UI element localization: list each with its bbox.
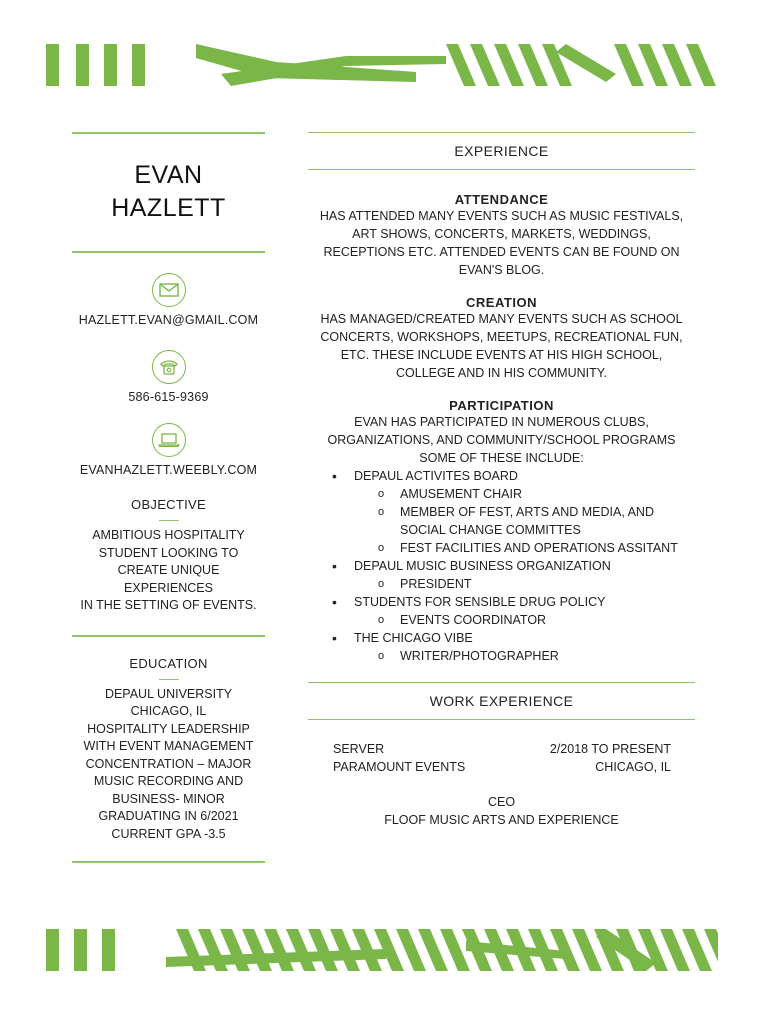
- sub-list-item: [354, 611, 695, 629]
- sub-list-item: [354, 503, 695, 539]
- attendance-text: [308, 207, 695, 279]
- text-line: DEPAUL UNIVERSITY: [104, 686, 233, 701]
- text-line: SOCIAL CHANGE COMMITTES: [400, 523, 581, 537]
- text-line: HAS MANAGED/CREATED MANY EVENTS SUCH AS SCHOOL: [320, 312, 683, 326]
- attendance-section: [308, 192, 695, 279]
- participation-heading: PARTICIPATION: [449, 398, 554, 413]
- job-right: [550, 740, 671, 776]
- stripe-graphic: [46, 44, 718, 86]
- phone-icon: [152, 350, 186, 384]
- text-line: CURRENT GPA -3.5: [111, 826, 226, 841]
- stripe-shape: [662, 44, 692, 86]
- sub-list: [354, 647, 695, 665]
- list-item-label: DEPAUL ACTIVITES BOARD: [354, 469, 518, 483]
- list-item-label: STUDENTS FOR SENSIBLE DRUG POLICY: [354, 595, 606, 609]
- text-line: MUSIC RECORDING AND: [93, 774, 244, 788]
- objective-title: OBJECTIVE: [131, 497, 206, 512]
- list-item-label: THE CHICAGO VIBE: [354, 631, 473, 645]
- phone-text: 586-615-9369: [128, 390, 209, 404]
- job-company: FLOOF MUSIC ARTS AND EXPERIENCE: [384, 813, 619, 827]
- laptop-icon: [152, 423, 186, 457]
- name-last: HAZLETT: [111, 194, 226, 222]
- stripe-shape: [46, 44, 59, 86]
- text-line: EVAN'S BLOG.: [458, 263, 545, 277]
- job-left: [333, 740, 465, 776]
- objective-section: [72, 497, 265, 615]
- sub-list: [354, 485, 695, 557]
- stripe-graphic: [46, 929, 718, 971]
- stripe-shape: [686, 44, 716, 86]
- participation-text: [308, 413, 695, 467]
- text-line: BUSINESS- MINOR: [112, 791, 225, 806]
- divider: [72, 635, 265, 637]
- text-line: CREATE UNIQUE EXPERIENCES: [117, 563, 220, 595]
- text-line: STUDENT LOOKING TO: [98, 545, 239, 560]
- stripe-shape: [614, 44, 644, 86]
- main-content: [308, 132, 695, 829]
- contact-email: [72, 273, 265, 327]
- list-item: [308, 629, 695, 665]
- sub-list-item: [354, 485, 695, 503]
- experience-title: EXPERIENCE: [454, 143, 549, 159]
- participation-section: [308, 398, 695, 665]
- text-line: CONCENTRATION – MAJOR: [85, 756, 252, 771]
- candidate-name: [72, 159, 265, 225]
- education-title: EDUCATION: [129, 655, 208, 671]
- stripe-shape: [518, 44, 548, 86]
- list-item-label: DEPAUL MUSIC BUSINESS ORGANIZATION: [354, 559, 611, 573]
- text-line: AMBITIOUS HOSPITALITY: [92, 528, 245, 542]
- participation-list: [308, 467, 695, 665]
- decorative-stripe-band-bottom: [46, 929, 718, 971]
- text-line: o WRITER/PHOTOGRAPHER: [400, 649, 559, 663]
- text-line: EVAN HAS PARTICIPATED IN NUMEROUS CLUBS,: [354, 415, 649, 429]
- website-text[interactable]: EVANHAZLETT.WEEBLY.COM: [79, 463, 258, 477]
- text-line: IN THE SETTING OF EVENTS.: [80, 598, 257, 612]
- job-entry-ceo: [308, 793, 695, 829]
- stripe-shape: [102, 929, 115, 971]
- divider: [159, 520, 179, 521]
- text-line: ETC. THESE INCLUDE EVENTS AT HIS HIGH SCHOOL,: [340, 348, 663, 362]
- objective-text: [72, 527, 265, 615]
- envelope-icon: [152, 273, 186, 307]
- text-line: o FEST FACILITIES AND OPERATIONS ASSITANT: [400, 541, 678, 555]
- text-line: o EVENTS COORDINATOR: [400, 613, 547, 627]
- stripe-shape: [76, 44, 89, 86]
- text-line: ORGANIZATIONS, AND COMMUNITY/SCHOOL PROGRAMS: [327, 433, 676, 447]
- stripe-shape: [494, 44, 524, 86]
- education-section: [72, 656, 265, 844]
- creation-heading: CREATION: [466, 295, 537, 310]
- contact-phone: [72, 350, 265, 404]
- decorative-stripe-band-top: [46, 44, 718, 86]
- text-line: WITH EVENT MANAGEMENT: [83, 739, 254, 753]
- list-item: [308, 467, 695, 557]
- stripe-shape: [46, 929, 59, 971]
- name-first: EVAN: [134, 161, 203, 189]
- work-experience-header: [308, 682, 695, 720]
- divider: [72, 132, 265, 134]
- text-line: o AMUSEMENT CHAIR: [400, 487, 523, 501]
- creation-text: [308, 310, 695, 382]
- contact-website: [72, 423, 265, 477]
- text-line: o MEMBER OF FEST, ARTS AND MEDIA, AND: [400, 505, 654, 519]
- job-role: SERVER: [333, 742, 385, 756]
- job-role: CEO: [487, 795, 516, 809]
- stripe-shape: [132, 44, 145, 86]
- text-line: SOME OF THESE INCLUDE:: [419, 451, 584, 465]
- text-line: HAS ATTENDED MANY EVENTS SUCH AS MUSIC FESTIVALS,: [319, 209, 684, 223]
- text-line: RECEPTIONS ETC. ATTENDED EVENTS CAN BE FOUND ON: [323, 245, 680, 259]
- divider: [72, 251, 265, 253]
- text-line: HOSPITALITY LEADERSHIP: [87, 721, 250, 736]
- education-text: [72, 686, 265, 844]
- stripe-shape: [446, 44, 476, 86]
- sub-list: [354, 575, 695, 593]
- stripe-shape: [638, 44, 668, 86]
- job-entry: [308, 740, 695, 776]
- left-sidebar: [72, 132, 265, 863]
- stripe-shape: [104, 44, 117, 86]
- sub-list-item: [354, 575, 695, 593]
- sub-list: [354, 611, 695, 629]
- experience-header: [308, 132, 695, 170]
- job-date: 2/2018 TO PRESENT: [549, 742, 671, 756]
- attendance-heading: ATTENDANCE: [454, 192, 549, 207]
- stripe-shape: [74, 929, 87, 971]
- job-location: CHICAGO, IL: [595, 760, 671, 774]
- text-line: GRADUATING IN 6/2021: [98, 809, 239, 823]
- email-text[interactable]: HAZLETT.EVAN@GMAIL.COM: [78, 313, 259, 327]
- text-line: COLLEGE AND IN HIS COMMUNITY.: [396, 366, 607, 380]
- text-line: o PRESIDENT: [400, 577, 472, 591]
- divider: [159, 679, 179, 680]
- text-line: CHICAGO, IL: [130, 704, 207, 718]
- list-item: [308, 557, 695, 593]
- stripe-shape: [470, 44, 500, 86]
- text-line: ART SHOWS, CONCERTS, MARKETS, WEDDINGS,: [352, 227, 651, 241]
- work-experience-title: WORK EXPERIENCE: [429, 693, 574, 709]
- job-company: PARAMOUNT EVENTS: [333, 760, 466, 774]
- text-line: CONCERTS, WORKSHOPS, MEETUPS, RECREATIONAL FUN,: [320, 330, 683, 344]
- sub-list-item: [354, 539, 695, 557]
- list-item: [308, 593, 695, 629]
- sub-list-item: [354, 647, 695, 665]
- creation-section: [308, 295, 695, 382]
- divider: [72, 861, 265, 863]
